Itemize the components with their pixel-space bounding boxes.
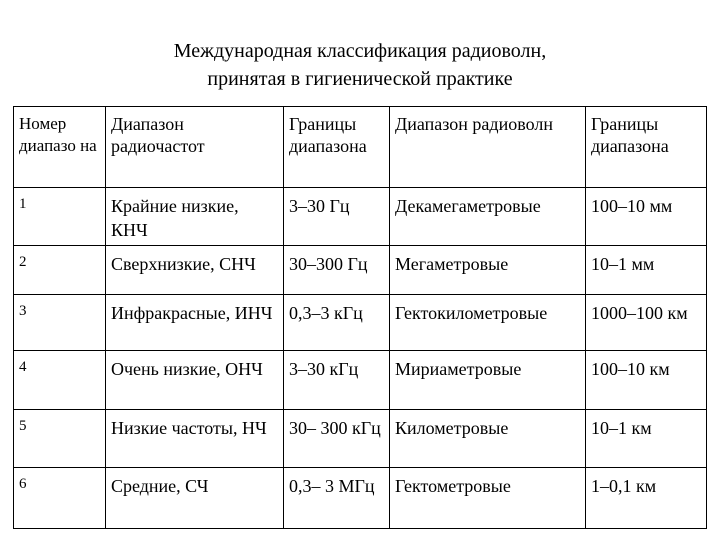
table-row xyxy=(14,468,707,529)
header-frequency-range: Диапазон радиочастот xyxy=(106,107,284,188)
wave-range: Мегаметровые xyxy=(390,246,586,295)
wave-range: Гектометровые xyxy=(390,468,586,529)
frequency-range: Очень низкие, ОНЧ xyxy=(106,351,284,410)
wave-bounds: 100–10 мм xyxy=(586,188,707,246)
table-header-row xyxy=(14,107,707,188)
band-number: 1 xyxy=(14,188,106,246)
wave-range: Декамегаметровые xyxy=(390,188,586,246)
header-frequency-bounds: Границы диапазона xyxy=(284,107,390,188)
frequency-bounds: 3–30 Гц xyxy=(284,188,390,246)
frequency-bounds: 3–30 кГц xyxy=(284,351,390,410)
frequency-range: Крайние низкие, КНЧ xyxy=(106,188,284,246)
wave-bounds: 10–1 мм xyxy=(586,246,707,295)
radio-classification-table xyxy=(13,106,707,529)
frequency-bounds: 0,3–3 кГц xyxy=(284,295,390,351)
table-row xyxy=(14,246,707,295)
wave-bounds: 100–10 км xyxy=(586,351,707,410)
frequency-bounds: 30– 300 кГц xyxy=(284,410,390,468)
header-wave-range: Диапазон радиоволн xyxy=(390,107,586,188)
wave-bounds: 1–0,1 км xyxy=(586,468,707,529)
band-number: 4 xyxy=(14,351,106,410)
wave-range: Мириаметровые xyxy=(390,351,586,410)
table-row xyxy=(14,410,707,468)
frequency-range: Средние, СЧ xyxy=(106,468,284,529)
table-row xyxy=(14,188,707,246)
wave-range: Гектокилометровые xyxy=(390,295,586,351)
title-line-1: Международная классификация радиоволн, xyxy=(173,40,547,62)
page-title xyxy=(0,37,720,93)
wave-bounds: 10–1 км xyxy=(586,410,707,468)
table-row xyxy=(14,351,707,410)
wave-range: Километровые xyxy=(390,410,586,468)
band-number: 3 xyxy=(14,295,106,351)
frequency-bounds: 30–300 Гц xyxy=(284,246,390,295)
band-number: 6 xyxy=(14,468,106,529)
frequency-range: Низкие частоты, НЧ xyxy=(106,410,284,468)
frequency-range: Сверхнизкие, СНЧ xyxy=(106,246,284,295)
title-line-2: принятая в гигиенической практике xyxy=(207,68,513,90)
frequency-bounds: 0,3– 3 МГц xyxy=(284,468,390,529)
band-number: 5 xyxy=(14,410,106,468)
frequency-range: Инфракрасные, ИНЧ xyxy=(106,295,284,351)
header-band-number: Номер диапазо на xyxy=(14,107,106,188)
table-row xyxy=(14,295,707,351)
header-wave-bounds: Границы диапазона xyxy=(586,107,707,188)
wave-bounds: 1000–100 км xyxy=(586,295,707,351)
band-number: 2 xyxy=(14,246,106,295)
